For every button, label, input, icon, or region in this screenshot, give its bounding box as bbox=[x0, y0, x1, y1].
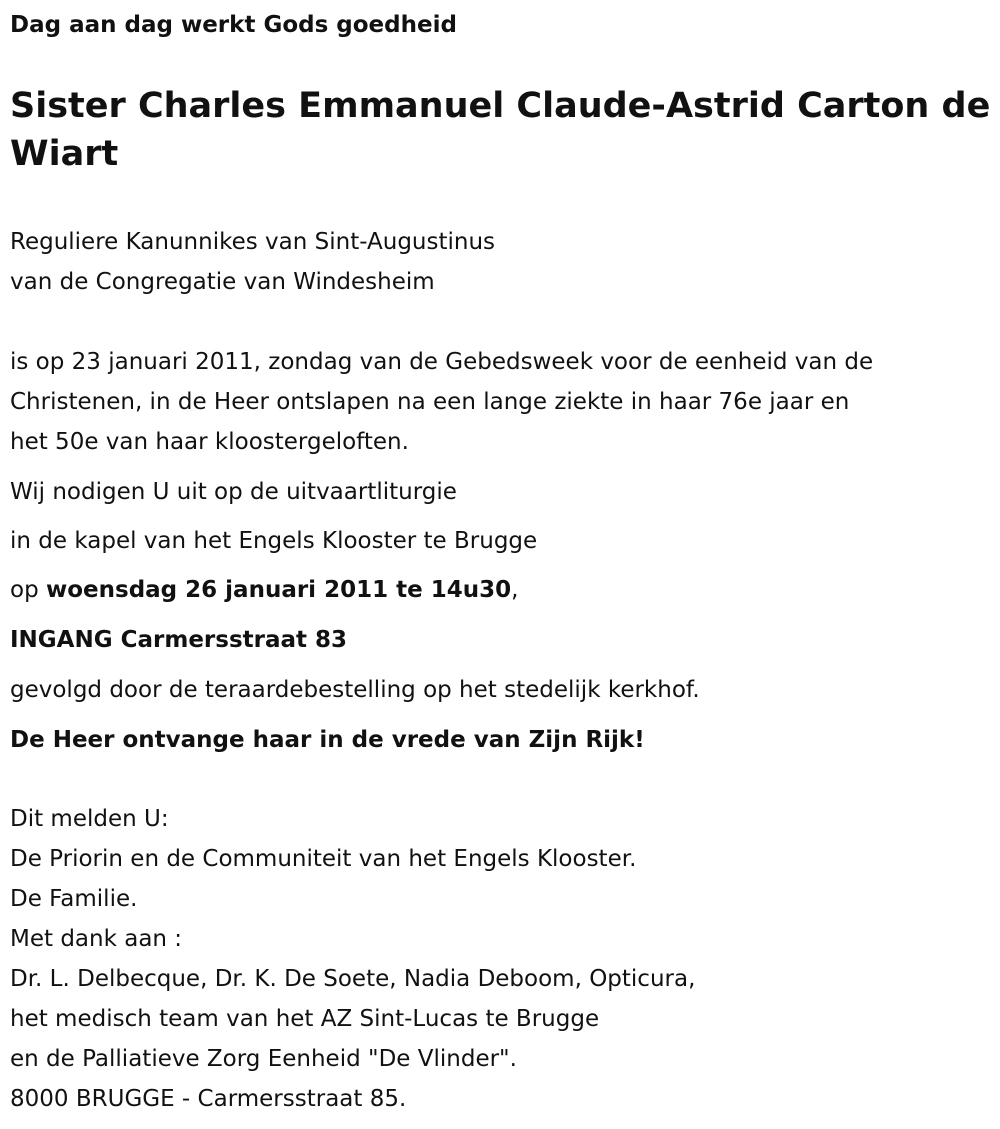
thanks-line-1: Dr. L. Delbecque, Dr. K. De Soete, Nadia Deboom, Opticura, bbox=[10, 966, 696, 992]
motto: Dag aan dag werkt Gods goedheid bbox=[10, 12, 457, 38]
death-line-1: is op 23 januari 2011, zondag van de Gebedsweek voor de eenheid van de bbox=[10, 349, 874, 375]
funeral-date: woensdag 26 januari 2011 te 14u30 bbox=[45, 577, 512, 603]
address-line: 8000 BRUGGE - Carmersstraat 85. bbox=[10, 1086, 407, 1112]
invite-line: Wij nodigen U uit op de uitvaartliturgie bbox=[10, 479, 457, 505]
death-line-2: Christenen, in de Heer ontslapen na een lange ziekte in haar 76e jaar en bbox=[10, 389, 850, 415]
announce-intro: Dit melden U: bbox=[10, 806, 169, 832]
thanks-intro: Met dank aan : bbox=[10, 926, 183, 952]
date-prefix: op bbox=[10, 577, 46, 603]
order-line-1: Reguliere Kanunnikes van Sint-Augustinus bbox=[10, 229, 496, 255]
death-line-3: het 50e van haar kloostergeloften. bbox=[10, 429, 409, 455]
burial-line: gevolgd door de teraardebestelling op het stedelijk kerkhof. bbox=[10, 677, 700, 703]
order-line-2: van de Congregatie van Windesheim bbox=[10, 269, 435, 295]
date-suffix: , bbox=[511, 577, 519, 603]
date-line bbox=[10, 570, 518, 610]
blessing-line: De Heer ontvange haar in de vrede van Zijn Rijk! bbox=[10, 727, 645, 753]
announce-line-2: De Familie. bbox=[10, 886, 138, 912]
thanks-line-2: het medisch team van het AZ Sint-Lucas te Brugge bbox=[10, 1006, 600, 1032]
entrance-line: INGANG Carmersstraat 83 bbox=[10, 627, 348, 653]
deceased-name: Sister Charles Emmanuel Claude-Astrid Carton de Wiart bbox=[10, 86, 991, 174]
thanks-line-3: en de Palliatieve Zorg Eenheid "De Vlinder". bbox=[10, 1046, 517, 1072]
announce-line-1: De Priorin en de Communiteit van het Engels Klooster. bbox=[10, 846, 637, 872]
location-line: in de kapel van het Engels Klooster te Brugge bbox=[10, 528, 538, 554]
